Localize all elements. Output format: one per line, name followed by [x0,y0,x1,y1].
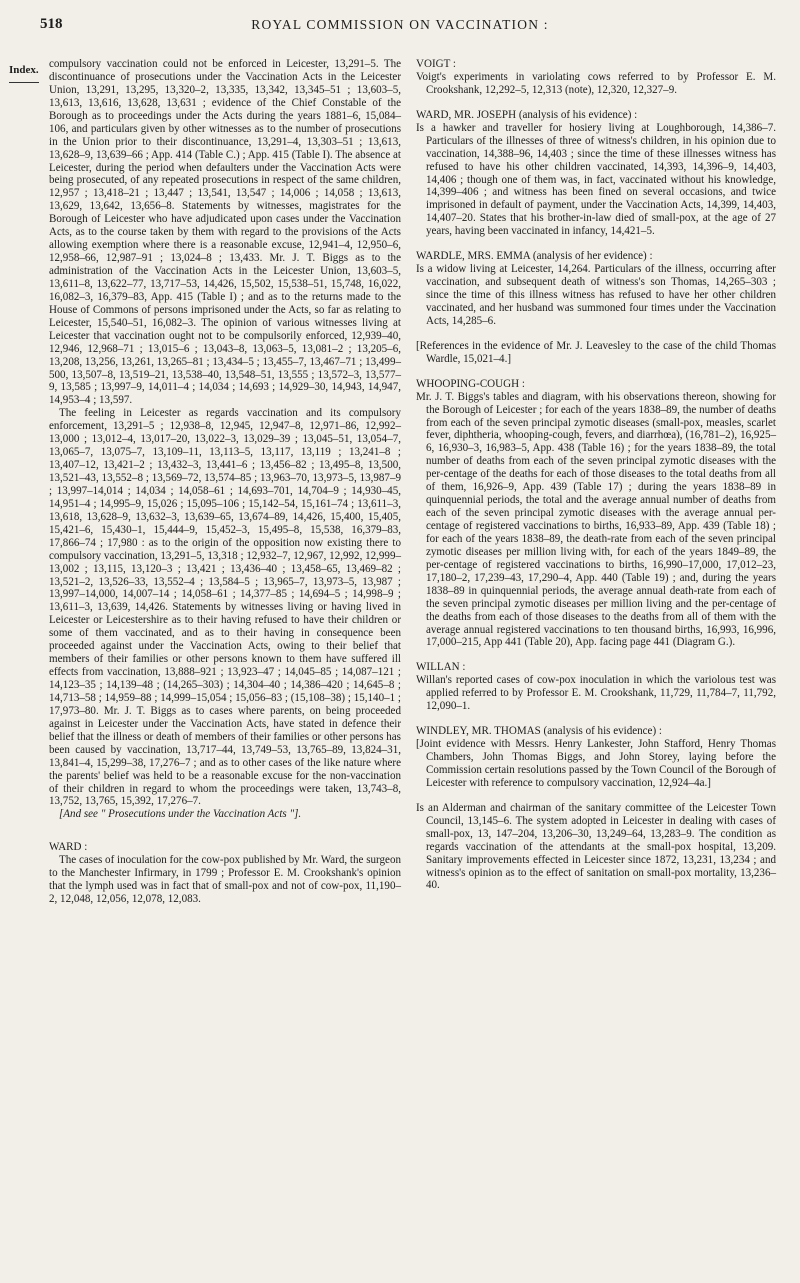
whooping-heading: WHOOPING-COUGH : [416,377,525,390]
page-header [0,16,800,40]
willan-heading: WILLAN : [416,661,466,674]
voigt-entry: Voigt's experiments in variolating cows referred to by Professor E. M. Crookshank, 12,292–5, 12,313 (note), 12,320, 12,327–9. [416,70,776,96]
ward-joseph-entry: Is a hawker and traveller for hosiery living at Loughborough, 14,386–7. Particulars of the illnesses of three of witness's children, in his opinion due to vaccination, 14,388–96, 14,403 ; since the time of these illnesses witness has refused to have his other children vaccinated, 14,393, 14,396–9, 14,403, 14,406 ; though one of them was, in fact, vaccinated without his knowledge, 14,399–406 ; and witness has been fined on several occasions, and twice imprisoned in default of payment, under the Vaccination Acts, 14,399, 14,403, 14,407–20. States that his brother-in-law died of small-pox, at the age of 27 years, having been vaccinated in infancy, 14,421–5. [416,121,776,238]
left-see-also: [And see " Prosecutions under the Vaccination Acts "]. [59,808,302,821]
windley-heading: WINDLEY, MR. THOMAS (analysis of his evidence) : [416,725,662,738]
ward-joseph-heading: WARD, MR. JOSEPH (analysis of his evidence) : [416,108,638,121]
wardle-reference: [References in the evidence of Mr. J. Leavesley to the case of the child Thomas Wardle, 15,021–4.] [416,339,776,365]
windley-entry: Is an Alderman and chairman of the sanitary committee of the Leicester Town Council, 13,145–6. The system adopted in Leicester in dealing with cases of small-pox, 13, 147–204, 13,206–30, 13,249–64, 13,283–9. The condition as regards vaccination of the attendants at the small-pox hospital, 13,209. Sanitary improvements effected in Leicester since 1872, 13,231, 13,234 ; and witness's opinion as to the effect of sanitation on small-pox mortality, 13,236–40. [416,801,776,892]
margin-rule [9,82,39,83]
ward-heading: WARD : [49,841,88,854]
wardle-heading: WARDLE, MRS. EMMA (analysis of her evidence) : [416,250,653,263]
ward-entry: The cases of inoculation for the cow-pox published by Mr. Ward, the surgeon to the Manchester Infirmary, in 1799 ; Professor E. M. Crookshank's opinion that the lymph used was in fact that of small-pox and not of cow-pox, 11,190–2, 12,048, 12,056, 12,078, 12,083. [49,854,401,906]
windley-joint-entry: [Joint evidence with Messrs. Henry Lankester, John Stafford, Henry Thomas Chambers, John Thomas Biggs, and John Storey, laying before the Commission certain resolutions passed by the Town Council of the Borough of Leicester with reference to compulsory vaccination, 12,924–4a.] [416,738,776,789]
left-column [49,58,401,906]
margin-label: Index. [9,64,39,76]
wardle-entry: Is a widow living at Leicester, 14,264. Particulars of the illness, occurring after vaccination, and subsequent death of witness's son Thomas, 14,265–303 ; since the time of this illness witness has refused to have her other children vaccinated, and her husband was summoned four times under the Vaccination Acts, 14,285–6. [416,263,776,327]
page-number: 518 [40,16,63,32]
running-head: ROYAL COMMISSION ON VACCINATION : [251,17,549,32]
right-column [416,58,776,892]
left-paragraph-2: The feeling in Leicester as regards vaccination and its compulsory enforcement, 13,291–5 ; 12,938–8, 12,945, 12,947–8, 12,971–86, 12,992–13,000 ; 13,012–4, 13,017–20, 13,022–3, 13,029–39 ; 13,045–51, 13,054–7, 13,065–7, 13,075–7, 13,109–11, 13,113–5, 13,117, 13,119 ; 13,241–8 ; 13,407–12, 13,421–2 ; 13,432–3, 13,441–6 ; 13,456–82 ; 13,495–8, 13,500, 13,521–43, 13,552–8 ; 13,569–72, 13,574–85 ; 13,963–70, 13,973–5, 13,987–9 ; 13,997–14,014 ; 14,034 ; 14,058–61 ; 14,693–701, 14,704–9 ; 14,930–45, 14,951–4 ; 14,995–9, 15,026 ; 15,095–106 ; 15,142–54, 15,161–74 ; 13,611–3, 13,618, 13,628–9, 13,632–3, 13,639–65, 13,674–89, 14,426, 15,400, 15,405, 15,421–6, 15,430–1, 15,444–9, 15,452–3, 15,495–8, 15,538, 16,379–83, 17,866–74 ; 17,980 : as to the origin of the opposition now existing there to compulsory vaccination, 13,291–5, 13,318 ; 12,932–7, 12,967, 12,992, 12,999–13,002 ; 13,115, 13,120–3 ; 13,421 ; 13,436–40 ; 13,458–65, 13,469–82 ; 13,521–2, 13,526–33, 13,552–4 ; 13,584–5 ; 13,965–7, 13,973–5, 13,987 ; 13,997–14,000, 14,007–14 ; 14,058–61 ; 14,377–85 ; 14,694–5 ; 14,998–9 ; 13,611–3, 13,639, 14,426. Statements by witnesses living or having lived in Leicester or Leicestershire as to their having refused to have their children or some of them vaccinated, and as to their having in consequence been proceeded against under the Vaccination Acts, owing to their belief that members of their families or other persons known to them have suffered ill effects from vaccination, 13,888–921 ; 13,923–47 ; 14,045–85 ; 14,087–121 ; 14,123–35 ; 14,139–48 ; (14,265–303) ; 14,304–40 ; 14,386–420 ; 14,645–8 ; 14,713–58 ; 14,959–88 ; 14,999–15,054 ; 15,056–83 ; (15,108–38) ; 15,140–1 ; 17,973–80. Mr. J. T. Biggs as to cases where parents, on being proceeded against in Leicester under the Vaccination Acts, have stated in defence their belief that the illness or death of members of their families or other persons has been caused by vaccination, 13,717–44, 13,749–53, 13,765–89, 13,824–31, 13,841–4, 15,299–38, 17,276–7 ; and as to other cases of the like nature where the parents' belief was held to be a reasonable excuse for the non-vaccination of their children in regard to whom the proceedings were taken, 13,743–8, 13,752, 13,765, 15,392, 17,276–7. [49,407,401,808]
willan-entry: Willan's reported cases of cow-pox inoculation in which the variolous test was applied referred to by Professor E. M. Crookshank, 11,729, 11,784–7, 11,792, 12,090–1. [416,674,776,713]
voigt-heading: VOIGT : [416,58,456,70]
whooping-entry: Mr. J. T. Biggs's tables and diagram, with his observations thereon, showing for the Borough of Leicester ; for each of the years 1838–89, the number of deaths from each of the seven principal zymotic diseases (small-pox, measles, scarlet fever, diphtheria, whooping-cough, fevers, and diarrhœa), (16,781–2), 16,925–6, 16,930–3, 16,983–5, App. 438 (Table 16) ; for the years 1838–89, the total number of deaths from each of the seven principal zymotic diseases with the per-centage of the deaths for each of those diseases to the total deaths from all of them, 16,926–9, App. 439 (Table 17) ; during the years 1838–89 in quinquennial periods, the total and the average annual number of deaths from each of the seven principal zymotic diseases with the average annual per-centage of registered vaccinations to births, 16,933–89, App. 439 (Table 18) ; for each of the years 1838–89, the death-rate from each of the seven principal zymotic diseases per million living with, for each of the years 1849–89, the per-centage of registered vaccinations to births, 16,990–17,000, 17,012–23, 17,180–2, 17,239–43, 17,290–4, App. 440 (Table 19) ; and, during the years 1838–89 in quinquennial periods, the average annual death-rate from each of the seven principal zymotic diseases per million living and the per-centage of the deaths from each of those diseases to the deaths from all of them with the average annual registered vaccinations to ten thousand births, 16,993, 16,996, 17,000–215, App 441 (Table 20), App. facing page 441 (Diagram G.). [416,390,776,649]
left-paragraph-1: compulsory vaccination could not be enforced in Leicester, 13,291–5. The discontinuance of prosecutions under the Vaccination Acts in the Leicester Union, 13,291, 13,295, 13,320–2, 13,335, 13,342, 13,345–51 ; 13,603–5, 13,613, 13,616, 13,628, 13,631 ; evidence of the Chief Constable of the Borough as to proceedings under the Acts during the years 1881–6, 15,084–106, and particulars given by other witnesses as to the number of prosecutions in the Union prior to their discontinuance, 13,291–4, 13,303–51 ; 13,613, 13,628–9, 13,639–66 ; App. 414 (Table C.) ; App. 415 (Table I). The absence at Leicester, during the period when defaulters under the Vaccination Acts were being prosecuted, of any repeated prosecutions in respect of the same children, 12,957 ; 13,418–21 ; 13,447 ; 13,541, 13,547 ; 14,006 ; 14,058 ; 13,613, 13,629, 13,642, 13,656–8. Statements by witnesses, magistrates for the Borough of Leicester who have adjudicated upon cases under the Vaccination Acts, as to the course taken by them with regard to the provisions of the Acts allowing exemption where there is a reasonable excuse, 12,941–4, 12,950–6, 12,958–66, 12,987–91 ; 13,024–8 ; 13,433. Mr. J. T. Biggs as to the administration of the Vaccination Acts in the Leicester Union, 13,603–5, 13,611–8, 13,622–77, 13,717–53, 14,426, 15,502, 15,538–51, 15,748, 16,022, 16,082–3, 16,379–83, App. 415 (Table I) ; and as to the returns made to the House of Commons of persons imprisoned under the Acts, so far as relating to Leicester, 15,540–51, 16,082–3. The opinion of various witnesses living at Leicester that vaccination ought not to be compulsorily enforced, 12,939–40, 12,946, 12,968–71 ; 13,015–6 ; 13,043–8, 13,063–5, 13,081–2 ; 13,205–6, 13,208, 13,256, 13,261, 13,265–81 ; 13,434–5 ; 13,455–7, 13,467–71 ; 13,499–500, 13,507–8, 13,519–21, 13,538–40, 13,548–51, 13,555 ; 13,572–3, 13,577–9, 13,585 ; 13,997–9, 14,011–4 ; 14,034 ; 14,693 ; 14,929–30, 14,943, 14,947, 14,953–4 ; 13,597. [49,58,401,407]
